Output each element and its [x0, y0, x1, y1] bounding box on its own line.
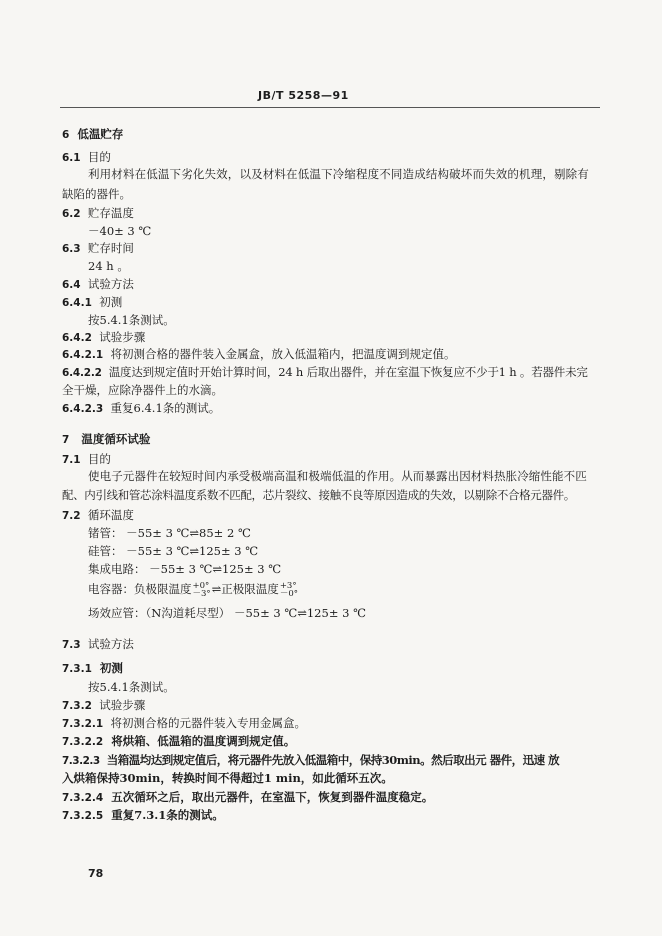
storage-time-value: 24 h 。 [88, 259, 129, 273]
header-rule [60, 107, 600, 108]
paragraph-line: 使电子元器件在较短时间内承受极端高温和极端低温的作用。从而暴露出因材料热胀冷缩性能不匹 [88, 469, 587, 483]
section-6-3-heading: 6.3 贮存时间 [62, 241, 134, 255]
paragraph-line: 全干燥，应除净器件上的水滴。 [62, 383, 223, 397]
section-6-1-heading: 6.1 目的 [62, 150, 111, 164]
page-number: 78 [88, 867, 104, 880]
section-7-2-heading: 7.2 循环温度 [62, 508, 134, 522]
capacitor-cycle: 电容器：负极限温度 +0° －3° ⇌正极限温度 +3° －0° [88, 581, 298, 599]
clause-7-3-2-2: 7.3.2.2 将烘箱、低温箱的温度调到规定值。 [62, 734, 296, 748]
section-7-1-heading: 7.1 目的 [62, 452, 111, 466]
section-6-heading: 6 低温贮存 [62, 127, 124, 141]
clause-7-3-2-3: 7.3.2.3 当箱温均达到规定值后，将元器件先放入低温箱中，保持30min。然后取出元 器件，迅速 放 [62, 753, 560, 767]
clause-6-4-2-2: 6.4.2.2 温度达到规定值时开始计算时间，24 h 后取出器件，并在室温下恢复应不少于1 h 。若器件未完 [62, 365, 588, 379]
clause-7-3-2-5: 7.3.2.5 重复7.3.1条的测试。 [62, 808, 224, 822]
section-7-3-2-heading: 7.3.2 试验步骤 [62, 698, 146, 712]
clause-7-3-2-1: 7.3.2.1 将初测合格的元器件装入专用金属盒。 [62, 716, 307, 730]
section-7-3-1-heading: 7.3.1 初测 [62, 661, 123, 675]
clause-6-4-2-1: 6.4.2.1 将初测合格的器件装入金属盒，放入低温箱内，把温度调到规定值。 [62, 347, 456, 361]
section-6-4-heading: 6.4 试验方法 [62, 277, 134, 291]
storage-temperature-value: －40± 3 ℃ [88, 224, 152, 238]
silicon-transistor-cycle: 硅管： －55± 3 ℃⇌125± 3 ℃ [88, 544, 259, 558]
section-6-4-1-heading: 6.4.1 初测 [62, 295, 123, 309]
fet-cycle: 场效应管：（N沟道耗尽型） －55± 3 ℃⇌125± 3 ℃ [88, 606, 366, 620]
section-7-3-heading: 7.3 试验方法 [62, 637, 134, 651]
section-7-heading: 7 温度循环试验 [62, 432, 151, 446]
clause-6-4-2-3: 6.4.2.3 重复6.4.1条的测试。 [62, 401, 221, 415]
section-6-4-2-heading: 6.4.2 试验步骤 [62, 330, 146, 344]
paragraph-line: 配、内引线和管芯涂料温度系数不匹配，芯片裂纹、接触不良等原因造成的失效，以剔除不合格元器件。 [62, 488, 575, 502]
germanium-transistor-cycle: 锗管： －55± 3 ℃⇌85± 2 ℃ [88, 526, 251, 540]
integrated-circuit-cycle: 集成电路： －55± 3 ℃⇌125± 3 ℃ [88, 562, 282, 576]
paragraph-line: 按5.4.1条测试。 [88, 680, 175, 694]
section-6-2-heading: 6.2 贮存温度 [62, 206, 134, 220]
paragraph-line: 按5.4.1条测试。 [88, 313, 175, 327]
paragraph-line: 缺陷的器件。 [62, 187, 131, 201]
paragraph-line: 入烘箱保持30min，转换时间不得超过1 min，如此循环五次。 [62, 771, 393, 785]
paragraph-line: 利用材料在低温下劣化失效，以及材料在低温下冷缩程度不同造成结构破坏而失效的机理，剔除有 [88, 167, 589, 181]
clause-7-3-2-4: 7.3.2.4 五次循环之后，取出元器件，在室温下，恢复到器件温度稳定。 [62, 790, 434, 804]
standard-code-header: JB/T 5258—91 [258, 89, 349, 102]
